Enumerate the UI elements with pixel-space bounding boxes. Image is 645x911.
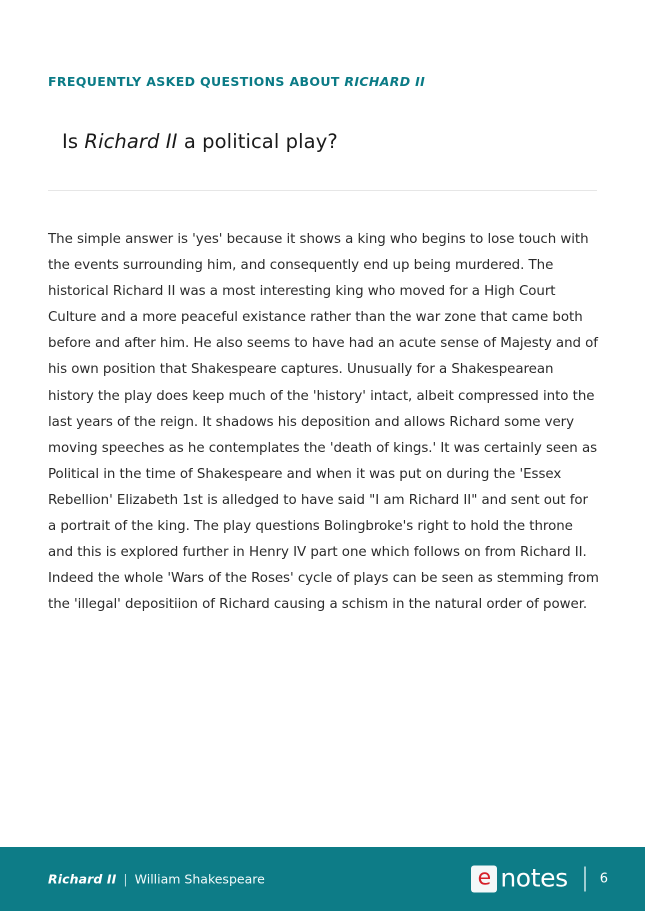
page-footer <box>0 847 645 911</box>
question-suffix-text: a political play? <box>177 130 338 153</box>
footer-work-title: Richard II <box>48 871 117 887</box>
footer-citation <box>48 872 265 887</box>
footer-vertical-divider <box>584 867 586 892</box>
title-divider-rule <box>48 190 597 191</box>
footer-separator: | <box>123 871 128 887</box>
footer-brand-area <box>471 863 608 893</box>
enotes-wordmark: notes <box>500 863 568 893</box>
section-eyebrow-heading <box>48 74 425 89</box>
answer-body-text: The simple answer is 'yes' because it shows a king who begins to lose touch with the events surrounding him, and consequently end up being murdered. The historical Richard II was a most interesting king who moved for a High Court Culture and a more peaceful existance rather than the war zone that came both before and after him. He also seems to have had an acute sense of Majesty and of his own position that Shakespeare captures. Unusually for a Shakespearean history the play does keep much of the 'history' intact, albeit compressed into the last years of the reign. It shadows his deposition and allows Richard some very moving speeches as he contemplates the 'death of kings.' It was certainly seen as Political in the time of Shakespeare and when it was put on during the 'Essex Rebellion' Elizabeth 1st is alledged to have said "I am Richard II" and sent out for a portrait of the king. The play questions Bolingbroke's right to hold the throne and this is explored further in Henry IV part one which follows on from Richard II. Indeed the whole 'Wars of the Roses' cycle of plays can be seen as stemming from the 'illegal' depositiion of Richard causing a schism in the natural order of power. <box>48 232 599 613</box>
footer-author: William Shakespeare <box>134 871 265 887</box>
question-prefix-text: Is <box>62 130 85 153</box>
page-title <box>62 130 338 153</box>
eyebrow-prefix-text: FREQUENTLY ASKED QUESTIONS ABOUT <box>48 74 345 89</box>
page-number: 6 <box>599 871 608 887</box>
enotes-logo <box>471 863 568 893</box>
eyebrow-work-title: RICHARD II <box>344 74 426 89</box>
question-work-title: Richard II <box>84 130 178 153</box>
enotes-e-mark-icon: e <box>471 866 497 893</box>
